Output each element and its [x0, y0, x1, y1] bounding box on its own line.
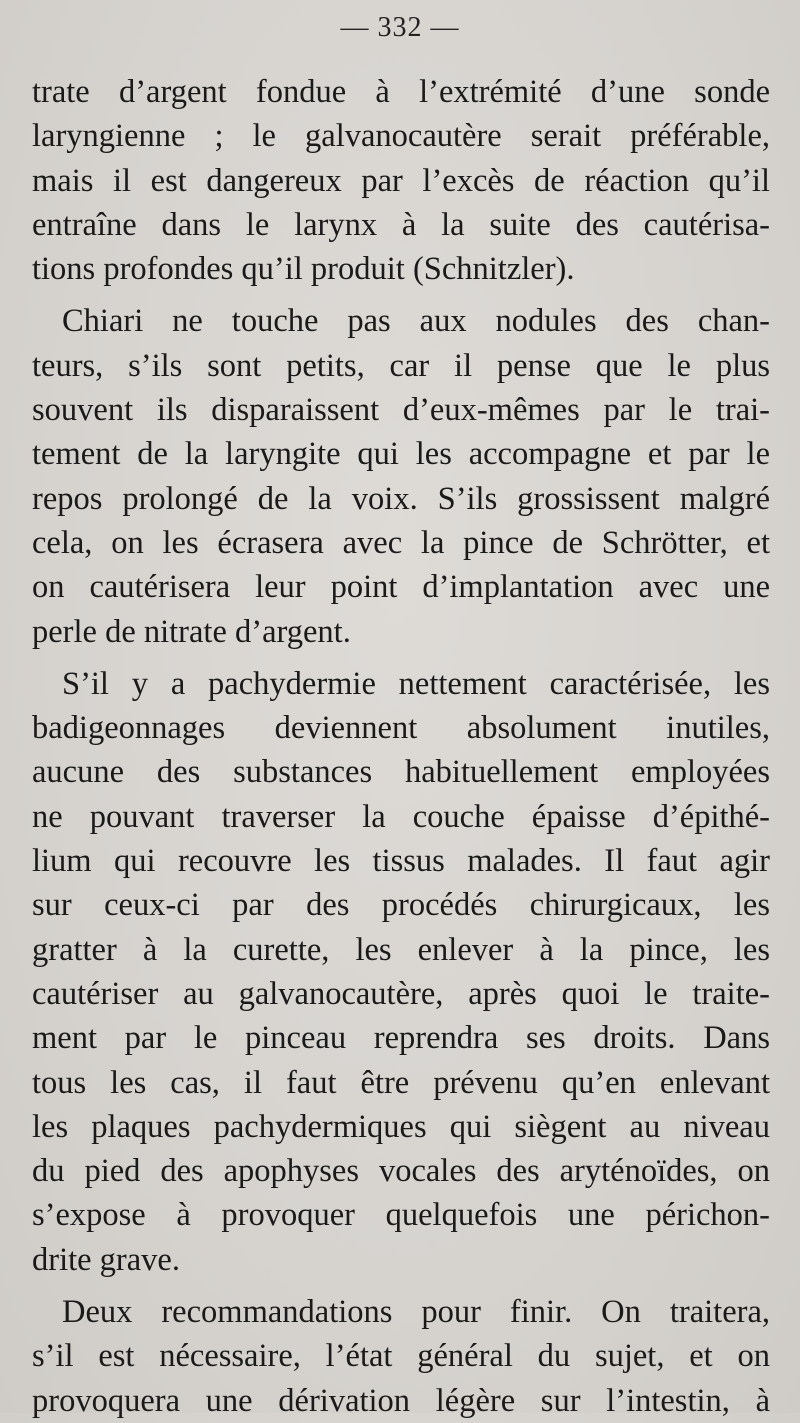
text-line: Chiari ne touche pas aux nodules des chan-: [62, 303, 770, 340]
paragraph-3: [32, 662, 770, 1282]
paragraph-4: [32, 1290, 770, 1423]
text-line: teurs, s’ils sont petits, car il pense que le plus: [32, 347, 770, 384]
paragraph-gap: [32, 654, 770, 662]
body-text: [32, 70, 770, 1423]
text-line: on cautérisera leur point d’implantation avec une: [32, 569, 770, 606]
text-line: tions profondes qu’il produit (Schnitzler).: [32, 251, 575, 288]
text-line: perle de nitrate d’argent.: [32, 613, 351, 650]
paragraph-2: [32, 299, 770, 653]
text-line: Deux recommandations pour finir. On traitera,: [62, 1294, 770, 1331]
page-number: — 332 —: [340, 12, 460, 43]
text-line: drite grave.: [32, 1241, 180, 1278]
text-line: mais il est dangereux par l’excès de réaction qu’il: [32, 162, 770, 199]
text-line: les plaques pachydermiques qui siègent au niveau: [32, 1108, 770, 1145]
text-line: repos prolongé de la voix. S’ils grossissent malgré: [32, 480, 770, 517]
text-line: s’expose à provoquer quelquefois une périchon-: [32, 1197, 770, 1234]
paragraph-1: [32, 70, 770, 291]
text-line: provoquera une dérivation légère sur l’intestin, à: [32, 1382, 770, 1419]
text-line: cautériser au galvanocautère, après quoi le traite-: [32, 975, 770, 1012]
paragraph-gap: [32, 291, 770, 299]
text-line: souvent ils disparaissent d’eux-mêmes par le trai-: [32, 392, 770, 429]
text-line: tous les cas, il faut être prévenu qu’en enlevant: [32, 1064, 770, 1101]
text-line: aucune des substances habituellement employées: [32, 754, 770, 791]
text-line: du pied des apophyses vocales des aryténoïdes, on: [32, 1153, 770, 1190]
text-line: cela, on les écrasera avec la pince de Schrötter, et: [32, 524, 770, 561]
text-line: S’il y a pachydermie nettement caractérisée, les: [62, 665, 770, 702]
text-line: s’il est nécessaire, l’état général du sujet, et on: [32, 1338, 770, 1375]
text-line: ne pouvant traverser la couche épaisse d’épithé-: [32, 798, 770, 835]
text-line: tement de la laryngite qui les accompagne et par le: [32, 436, 770, 473]
text-line: lium qui recouvre les tissus malades. Il faut agir: [32, 843, 770, 880]
text-line: ment par le pinceau reprendra ses droits. Dans: [32, 1020, 770, 1057]
text-line: badigeonnages deviennent absolument inutiles,: [32, 710, 770, 747]
text-line: entraîne dans le larynx à la suite des cautérisa-: [32, 206, 770, 243]
text-line: trate d’argent fondue à l’extrémité d’une sonde: [32, 74, 770, 110]
text-line: sur ceux-ci par des procédés chirurgicaux, les: [32, 887, 770, 924]
paragraph-gap: [32, 1282, 770, 1290]
text-line: gratter à la curette, les enlever à la pince, les: [32, 931, 770, 968]
text-line: laryngienne ; le galvanocautère serait préférable,: [32, 118, 770, 155]
